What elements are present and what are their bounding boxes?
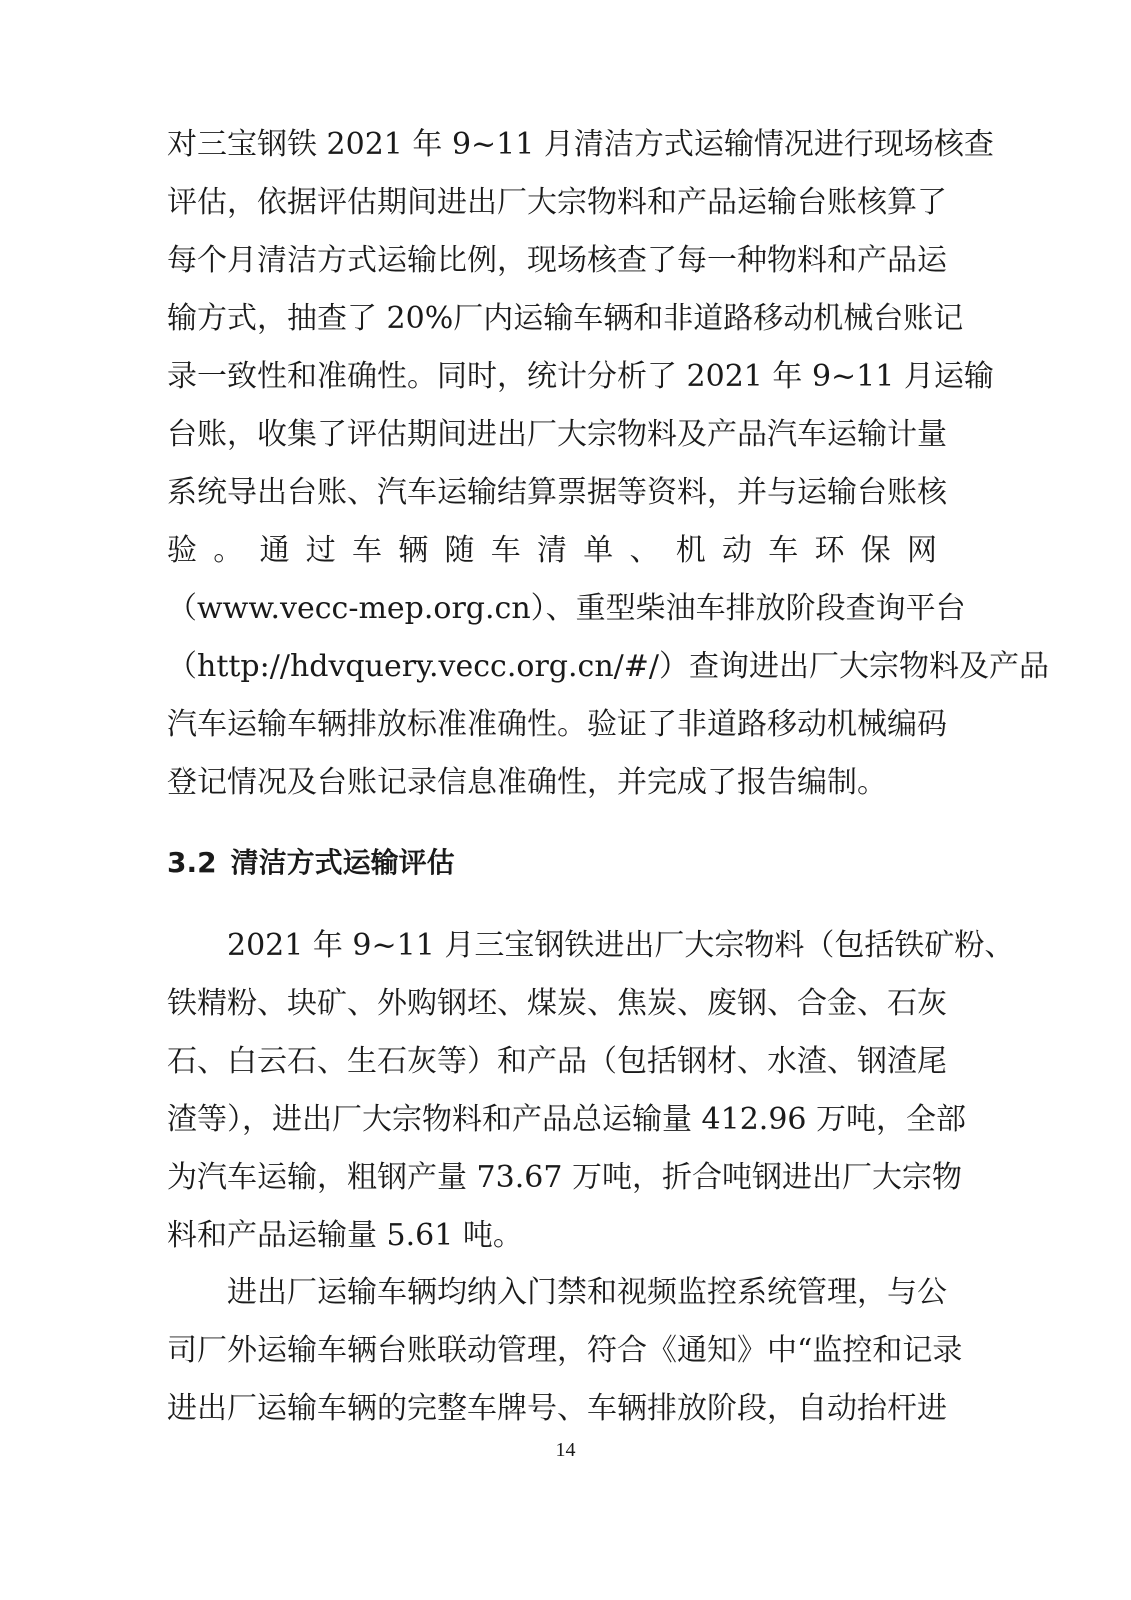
text-line: 料和产品运输量 5.61 吨。 (167, 1218, 523, 1253)
text-line: 铁精粉、块矿、外购钢坯、煤炭、焦炭、废钢、合金、石灰 (167, 986, 947, 1021)
text-line: 每个月清洁方式运输比例，现场核查了每一种物料和产品运 (167, 243, 947, 278)
paragraph-transport-volume (167, 917, 1015, 1265)
text-line: 输方式，抽查了 20%厂内运输车辆和非道路移动机械台账记 (167, 301, 964, 336)
paragraph-transport-verification (167, 116, 1050, 812)
text-line: 台账，收集了评估期间进出厂大宗物料及产品汽车运输计量 (167, 417, 947, 452)
text-line: 录一致性和准确性。同时，统计分析了 2021 年 9~11 月运输 (167, 359, 994, 394)
section-heading (167, 834, 455, 892)
text-line: 为汽车运输，粗钢产量 73.67 万吨，折合吨钢进出厂大宗物 (167, 1160, 962, 1195)
section-number: 3.2 (167, 846, 217, 879)
text-line: 汽车运输车辆排放标准准确性。验证了非道路移动机械编码 (167, 707, 947, 742)
text-line: 对三宝钢铁 2021 年 9~11 月清洁方式运输情况进行现场核查 (167, 127, 994, 162)
text-line: 2021 年 9~11 月三宝钢铁进出厂大宗物料（包括铁矿粉、 (227, 928, 1015, 963)
text-line: 系统导出台账、汽车运输结算票据等资料，并与运输台账核 (167, 475, 947, 510)
text-line: 评估，依据评估期间进出厂大宗物料和产品运输台账核算了 (167, 185, 947, 220)
section-title: 清洁方式运输评估 (230, 846, 455, 879)
text-line: 渣等），进出厂大宗物料和产品总运输量 412.96 万吨，全部 (167, 1102, 967, 1137)
page-number: 14 (555, 1439, 576, 1461)
text-line: 登记情况及台账记录信息准确性，并完成了报告编制。 (167, 765, 887, 800)
text-line: 进出厂运输车辆均纳入门禁和视频监控系统管理，与公 (227, 1275, 947, 1310)
text-line: 石、白云石、生石灰等）和产品（包括钢材、水渣、钢渣尾 (167, 1044, 947, 1079)
text-line: 进出厂运输车辆的完整车牌号、车辆排放阶段，自动抬杆进 (167, 1391, 947, 1426)
text-line: （www.vecc-mep.org.cn）、重型柴油车排放阶段查询平台 (167, 591, 966, 626)
text-line: 司厂外运输车辆台账联动管理，符合《通知》中“监控和记录 (167, 1333, 963, 1368)
text-line: 验。通过车辆随车清单、机动车环保网 (167, 533, 937, 568)
text-line: （http://hdvquery.vecc.org.cn/#/）查询进出厂大宗物料及产品 (167, 649, 1050, 684)
paragraph-access-control (167, 1264, 963, 1438)
